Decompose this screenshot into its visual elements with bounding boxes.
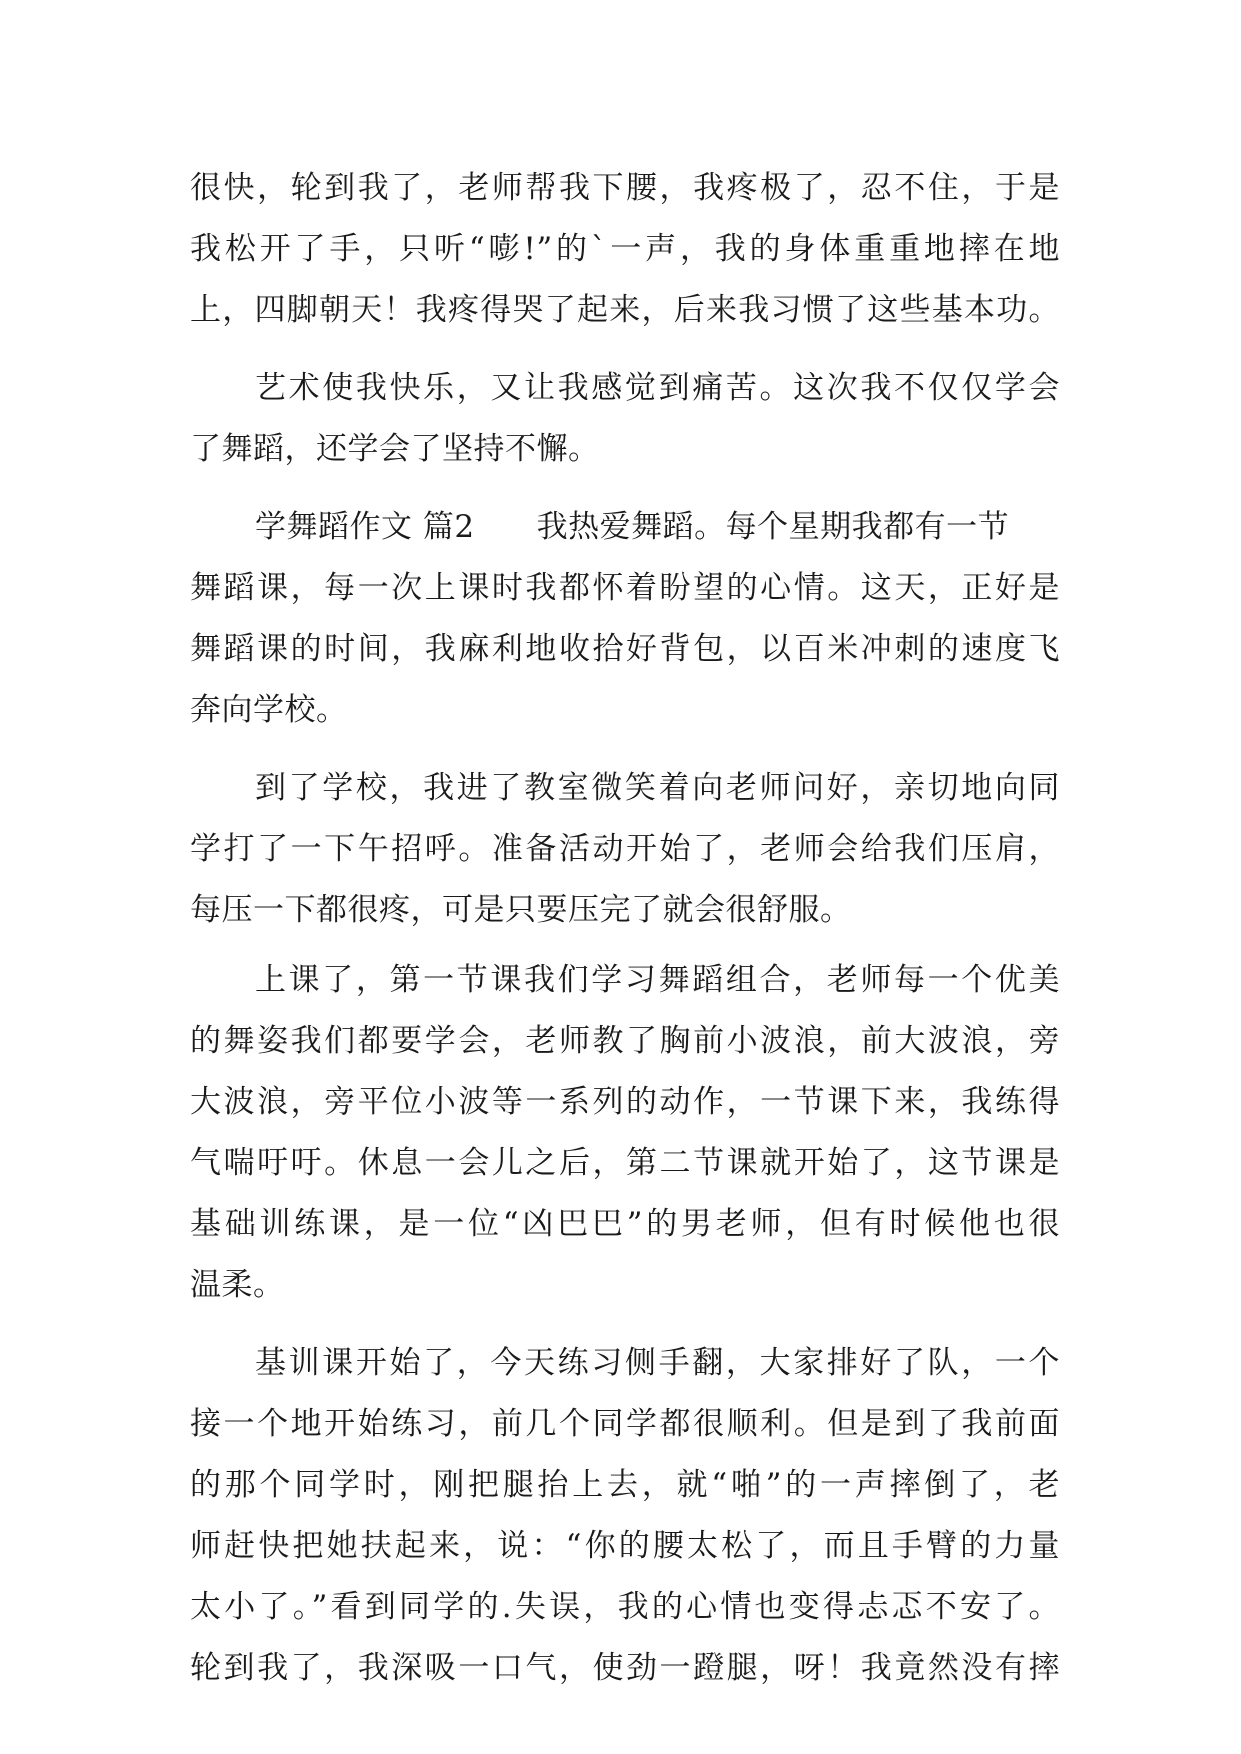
text-line: 上课了，第一节课我们学习舞蹈组合，老师每一个优美 [255, 962, 1060, 998]
text-line: 基础训练课，是一位“凶巴巴”的男老师，但有时候他也很 [190, 1206, 1060, 1242]
text-line: 温柔。 [190, 1267, 285, 1303]
text-line: 的舞姿我们都要学会，老师教了胸前小波浪，前大波浪，旁 [190, 1023, 1060, 1059]
text-line: 到了学校，我进了教室微笑着向老师问好，亲切地向同 [255, 770, 1060, 806]
text-line: 舞蹈课的时间，我麻利地收拾好背包，以百米冲刺的速度飞 [190, 631, 1060, 667]
text-span: 我热爱舞蹈。每个星期我都有一节 [536, 509, 1010, 545]
text-line: 艺术使我快乐，又让我感觉到痛苦。这次我不仅仅学会 [255, 370, 1060, 406]
text-line: 轮到我了，我深吸一口气，使劲一蹬腿，呀！我竟然没有摔 [190, 1650, 1060, 1686]
article-body [190, 158, 1060, 1699]
text-line: 我松开了手，只听“嘭!”的`一声，我的身体重重地摔在地 [190, 231, 1060, 267]
text-line: 学打了一下午招呼。准备活动开始了，老师会给我们压肩， [190, 831, 1060, 867]
text-line: 上，四脚朝天！我疼得哭了起来，后来我习惯了这些基本功。 [190, 292, 1060, 328]
paragraph-6 [190, 1333, 1060, 1699]
text-line: 每压一下都很疼，可是只要压完了就会很舒服。 [190, 892, 852, 928]
paragraph-3 [190, 497, 1060, 741]
text-line: 很快，轮到我了，老师帮我下腰，我疼极了，忍不住，于是 [190, 170, 1060, 206]
text-line: 太小了。”看到同学的.失误，我的心情也变得忐忑不安了。 [190, 1589, 1060, 1625]
text-line: 气喘吁吁。休息一会儿之后，第二节课就开始了，这节课是 [190, 1145, 1060, 1181]
paragraph-5 [190, 950, 1060, 1316]
section-heading: 学舞蹈作文 篇2 [255, 509, 475, 545]
text-line [190, 497, 1060, 558]
paragraph-1 [190, 158, 1060, 341]
paragraph-2 [190, 358, 1060, 480]
text-line: 接一个地开始练习，前几个同学都很顺利。但是到了我前面 [190, 1406, 1060, 1442]
paragraph-4 [190, 758, 1060, 941]
text-line: 的那个同学时，刚把腿抬上去，就“啪”的一声摔倒了，老 [190, 1467, 1060, 1503]
text-line: 舞蹈课，每一次上课时我都怀着盼望的心情。这天，正好是 [190, 570, 1060, 606]
text-line: 基训课开始了，今天练习侧手翻，大家排好了队，一个 [255, 1345, 1060, 1381]
text-line: 大波浪，旁平位小波等一系列的动作，一节课下来，我练得 [190, 1084, 1060, 1120]
text-line: 师赶快把她扶起来，说：“你的腰太松了，而且手臂的力量 [190, 1528, 1060, 1564]
text-line: 了舞蹈，还学会了坚持不懈。 [190, 431, 600, 467]
text-line: 奔向学校。 [190, 692, 348, 728]
